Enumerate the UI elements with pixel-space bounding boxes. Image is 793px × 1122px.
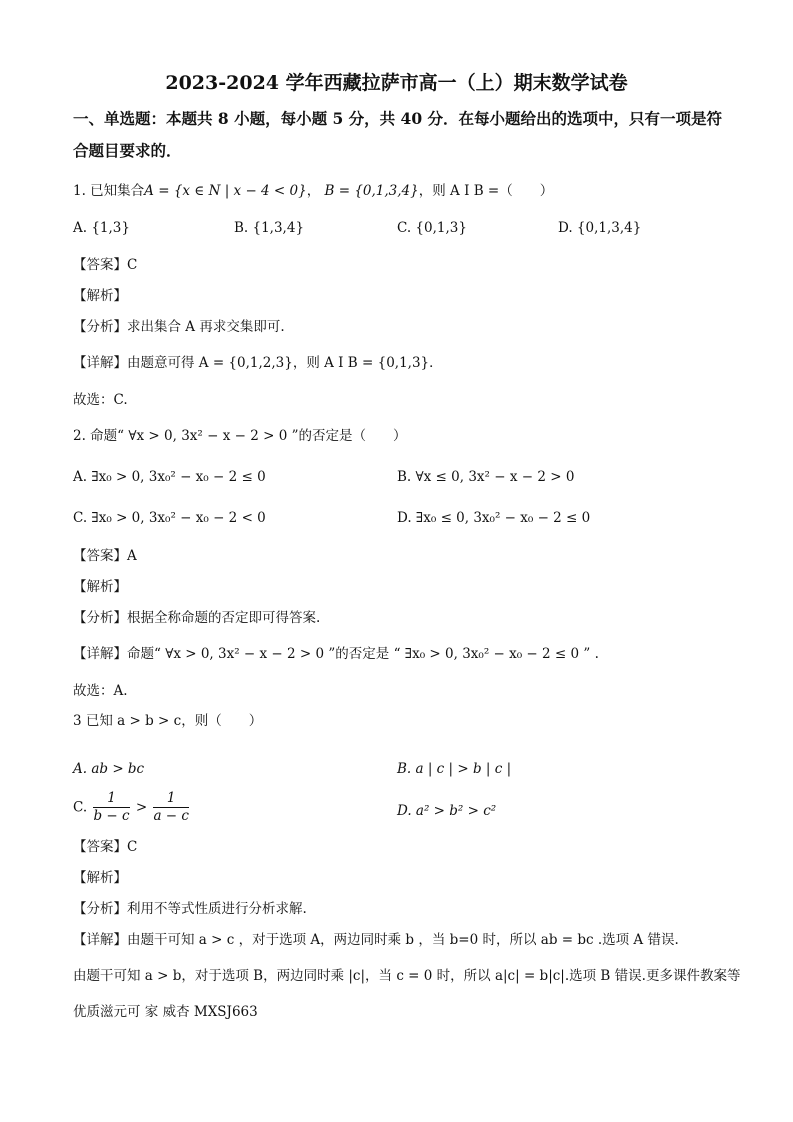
q1-guxuan: 故选：C. [73, 392, 128, 408]
q1-stem-prefix: 1. 已知集合 [73, 183, 145, 199]
q3-option-c-fraction-2 [153, 790, 189, 825]
q2-jiexi: 【解析】 [73, 579, 127, 595]
q3-xiangjie-1: 【详解】由题干可知 a > c ，对于选项 A，两边同时乘 b ，当 b=0 时，所以 ab = bc .选项 A 错误. [73, 932, 679, 948]
q1-answer: 【答案】C [73, 257, 138, 273]
q3-option-b: B. a | c | > b | c | [397, 761, 512, 777]
q3-option-c-num-1: 1 [93, 790, 129, 808]
q1-set-b: B = {0,1,3,4} [324, 183, 419, 199]
q3-option-c [73, 790, 191, 825]
q3-answer: 【答案】C [73, 839, 138, 855]
q3-option-c-label: C. [73, 799, 88, 816]
q1-set-a: A = {x ∈ N | x − 4 < 0} [144, 183, 307, 199]
q3-option-c-gt: > [135, 799, 148, 816]
q3-option-c-fraction-1 [93, 790, 129, 825]
q3-fenxi: 【分析】利用不等式性质进行分析求解. [73, 901, 307, 917]
q1-stem [73, 182, 553, 200]
q3-option-c-num-2: 1 [153, 790, 189, 808]
q2-option-b: B. ∀x ≤ 0, 3x² − x − 2 > 0 [397, 469, 575, 485]
q1-option-a: A. {1,3} [73, 220, 130, 236]
q3-option-d: D. a² > b² > c² [397, 803, 497, 819]
q1-stem-suffix: ，则 A I B =（ ） [418, 183, 554, 199]
q2-xiangjie: 【详解】命题“ ∀x > 0, 3x² − x − 2 > 0 ”的否定是 “ ∃x₀ > 0, 3x₀² − x₀ − 2 ≤ 0 ” . [73, 646, 599, 662]
q3-stem: 3 已知 a > b > c，则（ ） [73, 713, 263, 729]
q3-option-c-den-1: b − c [93, 808, 130, 824]
q1-fenxi: 【分析】求出集合 A 再求交集即可. [73, 319, 285, 335]
q1-comma: ， [306, 183, 321, 199]
q3-xiangjie-2: 由题干可知 a > b，对于选项 B，两边同时乘 |c|，当 c = 0 时，所以 a|c| = b|c|.选项 B 错误.更多课件教案等 [73, 968, 741, 984]
q2-option-d: D. ∃x₀ ≤ 0, 3x₀² − x₀ − 2 ≤ 0 [397, 510, 591, 526]
q1-option-b: B. {1,3,4} [234, 220, 305, 236]
q1-option-d: D. {0,1,3,4} [558, 220, 642, 236]
q2-fenxi: 【分析】根据全称命题的否定即可得答案. [73, 610, 321, 626]
q2-option-a: A. ∃x₀ > 0, 3x₀² − x₀ − 2 ≤ 0 [73, 469, 266, 485]
q1-xiangjie: 【详解】由题意可得 A = {0,1,2,3}，则 A I B = {0,1,3}． [73, 355, 443, 371]
q1-option-c: C. {0,1,3} [397, 220, 467, 236]
q3-option-c-den-2: a − c [153, 808, 189, 824]
q1-jiexi: 【解析】 [73, 288, 127, 304]
q2-guxuan: 故选：A. [73, 683, 128, 699]
page-title: 2023-2024 学年西藏拉萨市高一（上）期末数学试卷 [165, 72, 628, 94]
section-heading-line1: 一、单选题：本题共 8 小题，每小题 5 分，共 40 分．在每小题给出的选项中，只有一项是符 [73, 109, 723, 128]
section-heading-line2: 合题目要求的． [73, 141, 182, 160]
q2-stem: 2. 命题“ ∀x > 0, 3x² − x − 2 > 0 ”的否定是（ ） [73, 428, 407, 444]
q2-answer: 【答案】A [73, 548, 137, 564]
q3-jiexi: 【解析】 [73, 870, 127, 886]
q3-option-a: A. ab > bc [73, 761, 145, 777]
q2-option-c: C. ∃x₀ > 0, 3x₀² − x₀ − 2 < 0 [73, 510, 266, 526]
footer-watermark-text: 优质滋元可 家 威杏 MXSJ663 [73, 1004, 258, 1020]
